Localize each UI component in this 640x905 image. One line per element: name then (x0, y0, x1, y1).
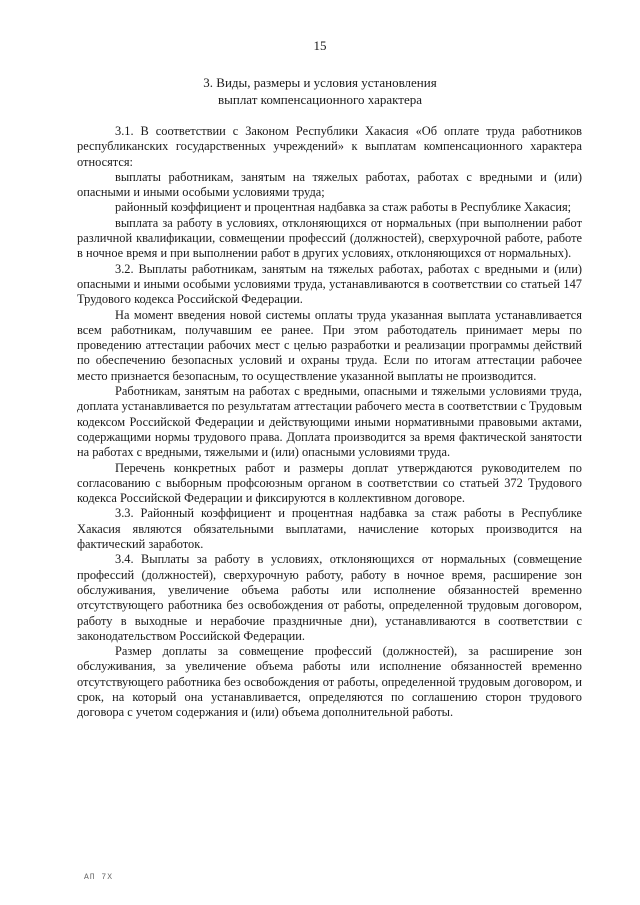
section-heading (80, 74, 560, 108)
paragraph-regional-coefficient: районный коэффициент и процентная надбавка за стаж работы в Республике Хакасия; (115, 200, 572, 215)
paragraph-3-3: 3.3. Районный коэффициент и процентная надбавка за стаж работы в Республике Хакасия являются обязательными выплатами, начисление которых производится на фактический заработок. (77, 506, 582, 552)
document-body (77, 124, 582, 721)
section-heading-line-1: 3. Виды, размеры и условия установления (203, 75, 437, 90)
paragraph-3-2: 3.2. Выплаты работникам, занятым на тяжелых работах, работах с вредными и (или) опасными и иными особыми условиями труда, устанавливаются в соответствии со статьей 147 Трудового кодекса Российской Федерации. (77, 261, 582, 307)
paragraph-heavy-work-payments: выплаты работникам, занятым на тяжелых работах, работах с вредными и (или) опасными и иными особыми условиями труда; (77, 169, 582, 200)
paragraph-3-4: 3.4. Выплаты за работу в условиях, отклоняющихся от нормальных (совмещение профессий (должностей), сверхурочную работу, работу в ночное время, расширение зон обслуживания, увеличение объема работы или исполнение обязанностей временно отсутствующего работника без освобождения от работы, определенной трудовым договором, работу в выходные и нерабочие праздничные дни), устанавливаются в соответствии с законодательством Российской Федерации. (77, 552, 582, 643)
paragraph-list-of-works: Перечень конкретных работ и размеры доплат утверждаются руководителем по согласованию с выборным профсоюзным органом в соответствии со статьей 372 Трудового кодекса Российской Федерации и фиксируются в коллективном договоре. (77, 460, 582, 506)
paragraph-hazardous-conditions: Работникам, занятым на работах с вредными, опасными и тяжелыми условиями труда, доплата устанавливается по результатам аттестации рабочего места в соответствии с Трудовым кодексом Российской Федерации и действующими иными нормативными правовыми актами, содержащими нормы трудового права. Доплата производится за время фактической занятости на работах с вредными, тяжелыми и (или) опасными условиями труда. (77, 384, 582, 460)
paragraph-3-1: 3.1. В соответствии с Законом Республики Хакасия «Об оплате труда работников республиканских государственных учреждений» к выплатам компенсационного характера относятся: (77, 124, 582, 169)
footer-code: АП 7Х (84, 873, 114, 882)
paragraph-abnormal-conditions: выплата за работу в условиях, отклоняющихся от нормальных (при выполнении работ различной квалификации, совмещении профессий (должностей), сверхурочной работе, работе в ночное время и при выполнении работ в других условиях, отклоняющихся от нормальных). (77, 215, 582, 261)
section-heading-line-2: выплат компенсационного характера (217, 92, 423, 107)
page-number: 15 (313, 38, 327, 53)
paragraph-combination-payment: Размер доплаты за совмещение профессий (должностей), за расширение зон обслуживания, за увеличение объема работы или исполнение обязанностей временно отсутствующего работника без освобождения от работы, определенной трудовым договором, и срок, на который она устанавливается, определяются по соглашению сторон трудового договора с учетом содержания и (или) объема дополнительной работы. (77, 644, 582, 720)
paragraph-new-system: На момент введения новой системы оплаты труда указанная выплата устанавливается всем работникам, получавшим ее ранее. При этом работодатель принимает меры по проведению аттестации рабочих мест с целью разработки и реализации программы действий по обеспечению безопасных условий и охраны труда. Если по итогам аттестации рабочее место признается безопасным, то осуществление указанной выплаты не производится. (77, 307, 582, 383)
